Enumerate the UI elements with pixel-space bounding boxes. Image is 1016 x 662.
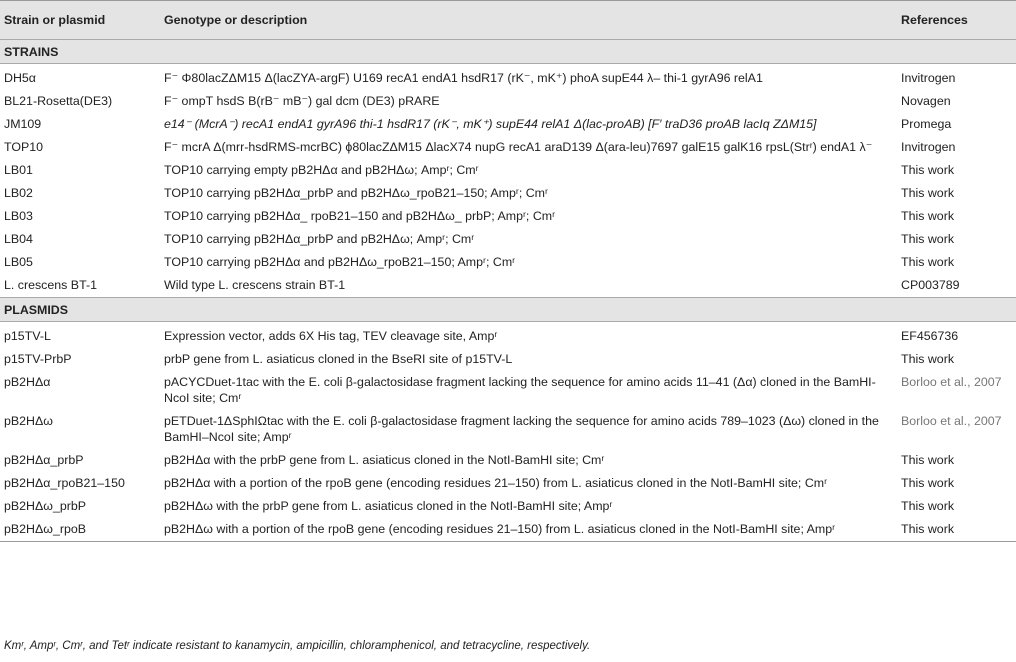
table-row (0, 410, 1016, 449)
row-desc: TOP10 carrying pB2HΔα and pB2HΔω_rpoB21–150; Ampʳ; Cmʳ (164, 255, 516, 269)
section-strains-label: STRAINS (0, 40, 1016, 64)
row-name: LB03 (4, 209, 33, 223)
row-name: pB2HΔα (4, 375, 51, 389)
table-row (0, 205, 1016, 228)
table-footnote: Kmʳ, Ampʳ, Cmʳ, and Tetʳ indicate resistant to kanamycin, ampicillin, chloramphenicol, and tetracycline, respectively. (4, 640, 591, 652)
row-ref: This work (901, 163, 955, 177)
table-row (0, 371, 1016, 410)
row-desc: pETDuet-1ΔSphIΩtac with the E. coli β-galactosidase fragment lacking the sequence for amino acids 789–1023 (Δω) cloned in the BamHI–NcoI site; Ampʳ (164, 414, 879, 444)
row-name: BL21-Rosetta(DE3) (4, 94, 113, 108)
table-row (0, 159, 1016, 182)
row-ref: This work (901, 499, 955, 513)
row-desc: TOP10 carrying pB2HΔα_prbP and pB2HΔω_rpoB21–150; Ampʳ; Cmʳ (164, 186, 548, 200)
row-ref: This work (901, 476, 955, 490)
row-name: LB05 (4, 255, 33, 269)
section-plasmids-row (0, 298, 1016, 322)
row-name: pB2HΔα_rpoB21–150 (4, 476, 125, 490)
table-header-row (0, 1, 1016, 40)
row-desc: e14⁻ (McrA⁻) recA1 endA1 gyrA96 thi-1 hsdR17 (rK⁻, mK⁺) supE44 relA1 Δ(lac-proAB) [F′ traD36 proAB lacIq ZΔM15] (164, 117, 817, 131)
row-desc: F⁻ mcrA Δ(mrr-hsdRMS-mcrBC) ϕ80lacZΔM15 ΔlacX74 nupG recA1 araD139 Δ(ara-leu)7697 galE15 galK16 rpsL(Strʳ) endA1 λ⁻ (164, 140, 873, 154)
row-desc: pB2HΔω with a portion of the rpoB gene (encoding residues 21–150) from L. asiaticus cloned in the NotI-BamHI site; Ampʳ (160, 518, 897, 542)
header-references: References (897, 1, 1016, 40)
row-desc: Wild type L. crescens strain BT-1 (164, 278, 346, 292)
row-name: LB04 (4, 232, 33, 246)
row-desc: TOP10 carrying pB2HΔα_ rpoB21–150 and pB2HΔω_ prbP; Ampʳ; Cmʳ (164, 209, 556, 223)
header-strain: Strain or plasmid (0, 1, 160, 40)
row-ref: Novagen (901, 94, 951, 108)
table-row (0, 348, 1016, 371)
row-ref: This work (897, 518, 1016, 542)
table-row (0, 64, 1016, 91)
row-ref: This work (901, 255, 955, 269)
row-name: pB2HΔα_prbP (4, 453, 84, 467)
row-ref: This work (901, 453, 955, 467)
row-ref: EF456736 (901, 329, 959, 343)
row-name: p15TV-L (4, 329, 51, 343)
row-desc: pACYCDuet-1tac with the E. coli β-galactosidase fragment lacking the sequence for amino acids 11–41 (Δα) cloned in the BamHI-NcoI site; Cmʳ (164, 375, 876, 405)
table-row (0, 113, 1016, 136)
row-ref: Invitrogen (901, 71, 956, 85)
row-desc: F⁻ ompT hsdS B(rB⁻ mB⁻) gal dcm (DE3) pRARE (164, 94, 440, 108)
row-name: JM109 (4, 117, 42, 131)
table-row (0, 136, 1016, 159)
row-desc: pB2HΔα with the prbP gene from L. asiaticus cloned in the NotI-BamHI site; Cmʳ (164, 453, 605, 467)
row-ref: This work (901, 186, 955, 200)
table-row (0, 322, 1016, 349)
table-row (0, 274, 1016, 298)
row-name: LB01 (4, 163, 33, 177)
row-name: DH5α (4, 71, 36, 85)
row-ref: This work (901, 352, 955, 366)
row-ref: Borloo et al., 2007 (901, 414, 1002, 428)
row-name: pB2HΔω_prbP (4, 499, 87, 513)
row-desc: Expression vector, adds 6X His tag, TEV cleavage site, Ampʳ (164, 329, 498, 343)
row-name: L. crescens BT-1 (4, 278, 97, 292)
row-name: pB2HΔω_rpoB (0, 518, 160, 542)
header-genotype: Genotype or description (160, 1, 897, 40)
row-name: TOP10 (4, 140, 44, 154)
row-ref: CP003789 (901, 278, 960, 292)
row-name: LB02 (4, 186, 33, 200)
table-row (0, 90, 1016, 113)
row-name: p15TV-PrbP (4, 352, 72, 366)
row-desc: pB2HΔω with the prbP gene from L. asiaticus cloned in the NotI-BamHI site; Ampʳ (164, 499, 613, 513)
row-ref: Invitrogen (901, 140, 956, 154)
table-row (0, 495, 1016, 518)
table-row (0, 472, 1016, 495)
row-desc: prbP gene from L. asiaticus cloned in the BseRI site of p15TV-L (164, 352, 513, 366)
section-strains-row (0, 40, 1016, 64)
row-ref: This work (901, 209, 955, 223)
row-ref: Promega (901, 117, 952, 131)
row-desc: TOP10 carrying empty pB2HΔα and pB2HΔω; Ampʳ; Cmʳ (164, 163, 479, 177)
section-plasmids-label: PLASMIDS (0, 298, 1016, 322)
row-name: pB2HΔω (4, 414, 53, 428)
row-desc: pB2HΔα with a portion of the rpoB gene (encoding residues 21–150) from L. asiaticus cloned in the NotI-BamHI site; Cmʳ (164, 476, 828, 490)
row-desc: F⁻ Φ80lacZΔM15 Δ(lacZYA-argF) U169 recA1 endA1 hsdR17 (rK⁻, mK⁺) phoA supE44 λ– thi-1 gyrA96 relA1 (164, 71, 763, 85)
table-row (0, 251, 1016, 274)
row-desc: TOP10 carrying pB2HΔα_prbP and pB2HΔω; Ampʳ; Cmʳ (164, 232, 475, 246)
table-row (0, 182, 1016, 205)
table-row (0, 228, 1016, 251)
table-row (0, 449, 1016, 472)
row-ref: Borloo et al., 2007 (901, 375, 1002, 389)
row-ref: This work (901, 232, 955, 246)
table-row (0, 518, 1016, 542)
